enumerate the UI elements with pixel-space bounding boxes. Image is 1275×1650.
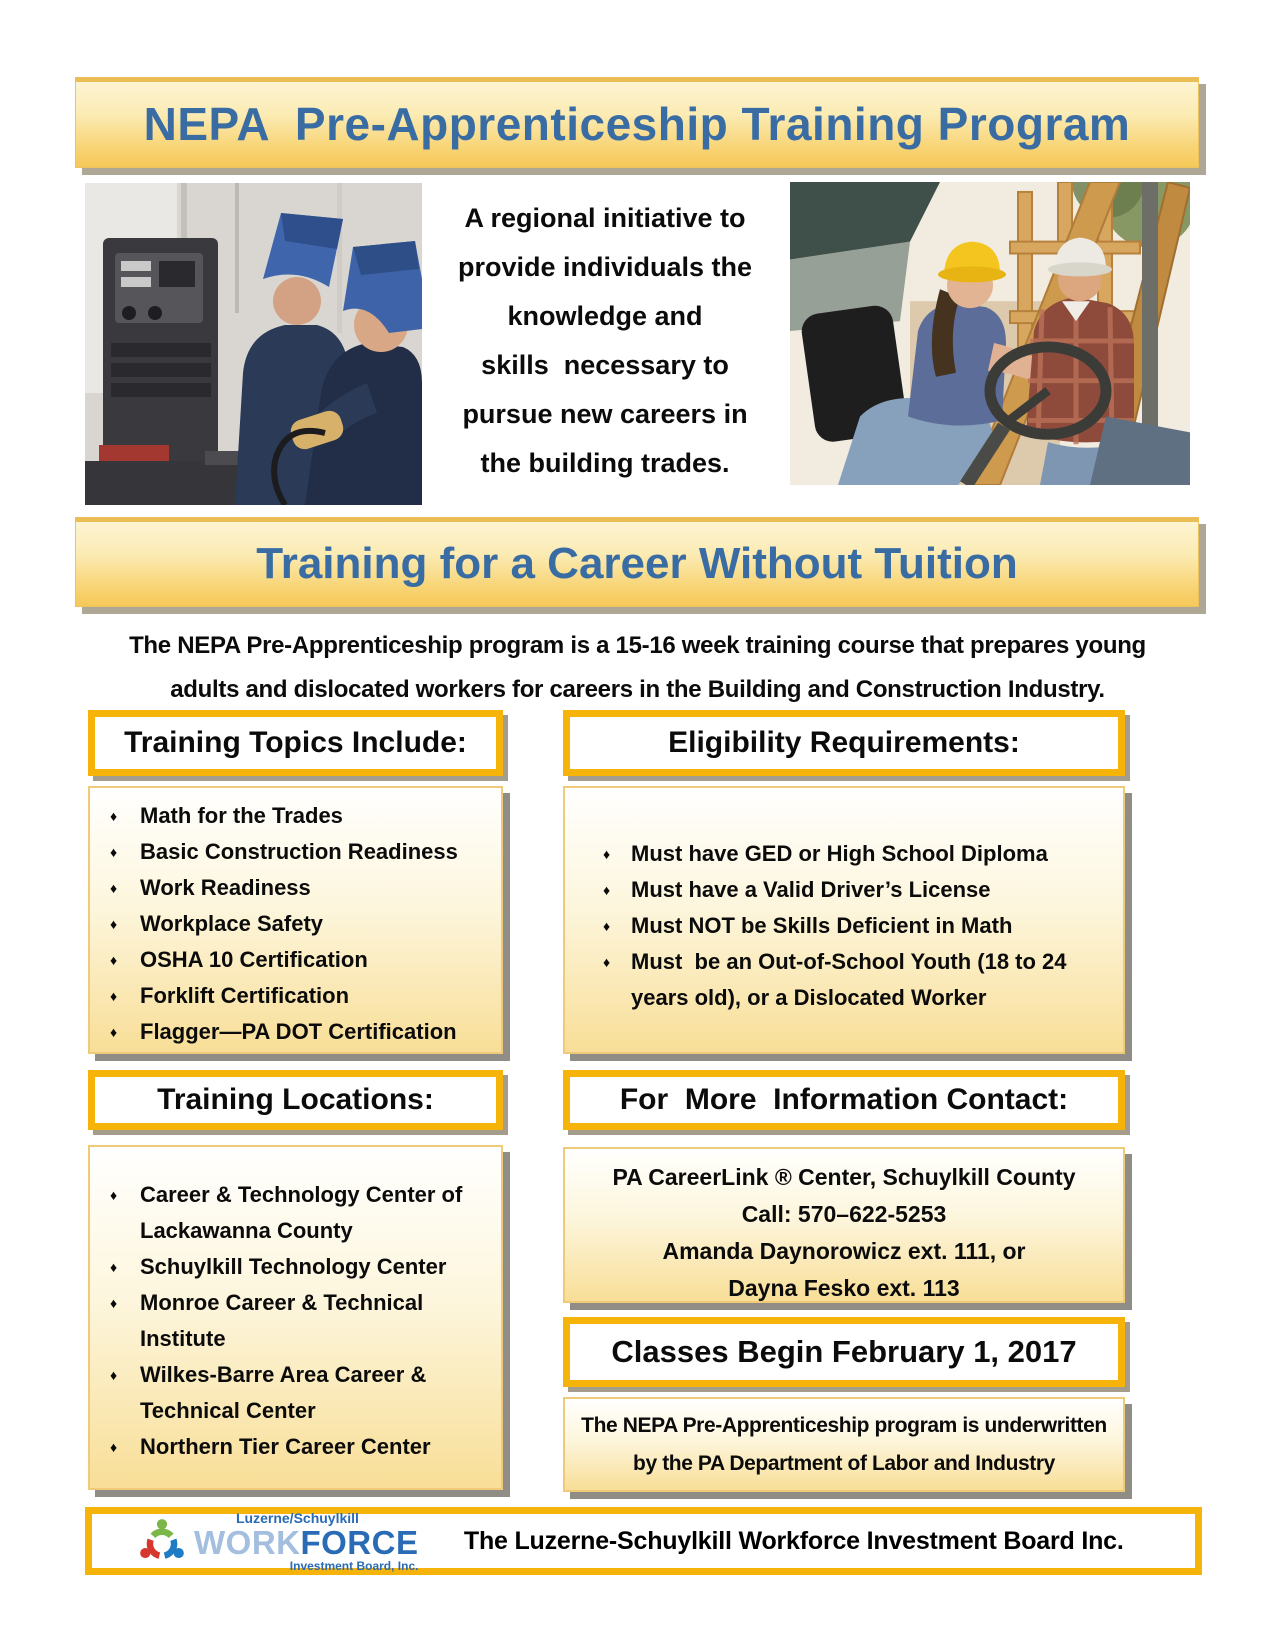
list-item-text: Flagger—PA DOT Certification: [140, 1019, 457, 1044]
training-topics-heading-text: Training Topics Include:: [124, 726, 467, 759]
program-description-line: adults and dislocated workers for careers in the Building and Construction Industry.: [170, 676, 1105, 703]
diamond-bullet-icon: ♦: [110, 1259, 118, 1275]
list-item: [90, 798, 501, 834]
construction-photo-illustration: [790, 182, 1190, 485]
welding-training-photo: [85, 183, 422, 505]
list-item: [90, 1285, 501, 1357]
training-topics-heading: [88, 710, 503, 776]
list-item-text: Career & Technology Center of Lackawanna County: [140, 1182, 469, 1243]
contact-heading: [563, 1070, 1125, 1130]
tuition-banner: [75, 517, 1199, 607]
list-item: [90, 870, 501, 906]
logo-wordmark: [194, 1523, 419, 1561]
list-item: [90, 906, 501, 942]
list-item: [90, 1357, 501, 1429]
list-item: [90, 978, 501, 1014]
diamond-bullet-icon: ♦: [110, 1024, 118, 1040]
list-item-text: Schuylkill Technology Center: [140, 1254, 447, 1279]
list-item: [90, 834, 501, 870]
list-item: [90, 1249, 501, 1285]
list-item: [90, 1429, 501, 1465]
training-locations-list: [88, 1145, 503, 1490]
list-item-text: Monroe Career & Technical Institute: [140, 1290, 430, 1351]
diamond-bullet-icon: ♦: [603, 954, 611, 970]
program-description: [60, 624, 1215, 712]
diamond-bullet-icon: ♦: [110, 1439, 118, 1455]
blurb-line: A regional initiative to: [464, 203, 746, 233]
list-item-text: Northern Tier Career Center: [140, 1434, 431, 1459]
diamond-bullet-icon: ♦: [110, 1367, 118, 1383]
underwritten-box: [563, 1397, 1125, 1492]
diamond-bullet-icon: ♦: [110, 880, 118, 896]
training-locations-heading-text: Training Locations:: [157, 1083, 434, 1116]
diamond-bullet-icon: ♦: [603, 882, 611, 898]
list-item: [565, 908, 1123, 944]
program-title: NEPA Pre-Apprenticeship Training Program: [143, 98, 1131, 150]
list-item: [565, 872, 1123, 908]
training-locations-heading: [88, 1070, 503, 1130]
classes-begin-text: Classes Begin February 1, 2017: [611, 1334, 1077, 1369]
list-item-text: Work Readiness: [140, 875, 311, 900]
list-item-text: Wilkes-Barre Area Career & Technical Center: [140, 1362, 433, 1423]
welding-photo-illustration: [85, 183, 422, 505]
footer-bar: [85, 1507, 1202, 1575]
footer-board-name: The Luzerne-Schuylkill Workforce Investment Board Inc.: [463, 1526, 1124, 1555]
diamond-bullet-icon: ♦: [110, 916, 118, 932]
underwritten-line: The NEPA Pre-Apprenticeship program is underwritten: [581, 1414, 1107, 1437]
logo-region-label: Luzerne/Schuylkill: [236, 1509, 359, 1526]
list-item: [565, 944, 1123, 1016]
list-item-text: Must have GED or High School Diploma: [631, 841, 1048, 866]
list-item-text: Must be an Out-of-School Youth (18 to 24 years old), or a Dislocated Worker: [631, 949, 1073, 1010]
list-item-text: Workplace Safety: [140, 911, 324, 936]
diamond-bullet-icon: ♦: [603, 846, 611, 862]
blurb-line: provide individuals the: [457, 252, 753, 282]
contact-line: PA CareerLink ® Center, Schuylkill County: [612, 1164, 1076, 1190]
list-item: [90, 1177, 501, 1249]
list-item: [90, 1014, 501, 1050]
blurb-line: the building trades.: [480, 448, 730, 478]
mission-blurb: [427, 194, 783, 488]
workforce-logo: [134, 1511, 418, 1572]
classes-begin-banner: [563, 1317, 1125, 1387]
diamond-bullet-icon: ♦: [603, 918, 611, 934]
construction-equipment-photo: [790, 182, 1190, 485]
eligibility-heading: [563, 710, 1125, 776]
contact-line: Amanda Daynorowicz ext. 111, or: [662, 1238, 1026, 1264]
list-item-text: Must NOT be Skills Deficient in Math: [631, 913, 1013, 938]
diamond-bullet-icon: ♦: [110, 844, 118, 860]
diamond-bullet-icon: ♦: [110, 1295, 118, 1311]
training-topics-list: [88, 786, 503, 1054]
blurb-line: skills necessary to: [481, 350, 729, 380]
contact-heading-text: For More Information Contact:: [619, 1083, 1069, 1116]
workforce-logo-text: [194, 1511, 418, 1572]
list-item: [90, 942, 501, 978]
blurb-line: pursue new careers in: [462, 399, 748, 429]
list-item-text: Basic Construction Readiness: [140, 839, 458, 864]
blurb-line: knowledge and: [507, 301, 703, 331]
diamond-bullet-icon: ♦: [110, 988, 118, 1004]
logo-work-text: WORK: [194, 1523, 301, 1561]
eligibility-list: [563, 786, 1125, 1054]
list-item-text: Must have a Valid Driver’s License: [631, 877, 991, 902]
list-item: [565, 836, 1123, 872]
eligibility-heading-text: Eligibility Requirements:: [668, 726, 1020, 759]
diamond-bullet-icon: ♦: [110, 808, 118, 824]
contact-line: Call: 570–622-5253: [741, 1201, 947, 1227]
diamond-bullet-icon: ♦: [110, 1187, 118, 1203]
logo-subtitle: Investment Board, Inc.: [289, 1558, 419, 1573]
program-title-banner: [75, 77, 1199, 168]
contact-info-box: [563, 1147, 1125, 1303]
tuition-banner-title: Training for a Career Without Tuition: [256, 539, 1018, 588]
list-item-text: OSHA 10 Certification: [140, 947, 368, 972]
workforce-trefoil-icon: [134, 1515, 190, 1567]
contact-line: Dayna Fesko ext. 113: [728, 1275, 960, 1301]
program-description-line: The NEPA Pre-Apprenticeship program is a 15-16 week training course that prepares young: [129, 632, 1146, 659]
logo-force-text: FORCE: [300, 1523, 419, 1561]
underwritten-line: by the PA Department of Labor and Industry: [633, 1452, 1055, 1475]
list-item-text: Forklift Certification: [140, 983, 350, 1008]
list-item-text: Math for the Trades: [140, 803, 343, 828]
diamond-bullet-icon: ♦: [110, 952, 118, 968]
